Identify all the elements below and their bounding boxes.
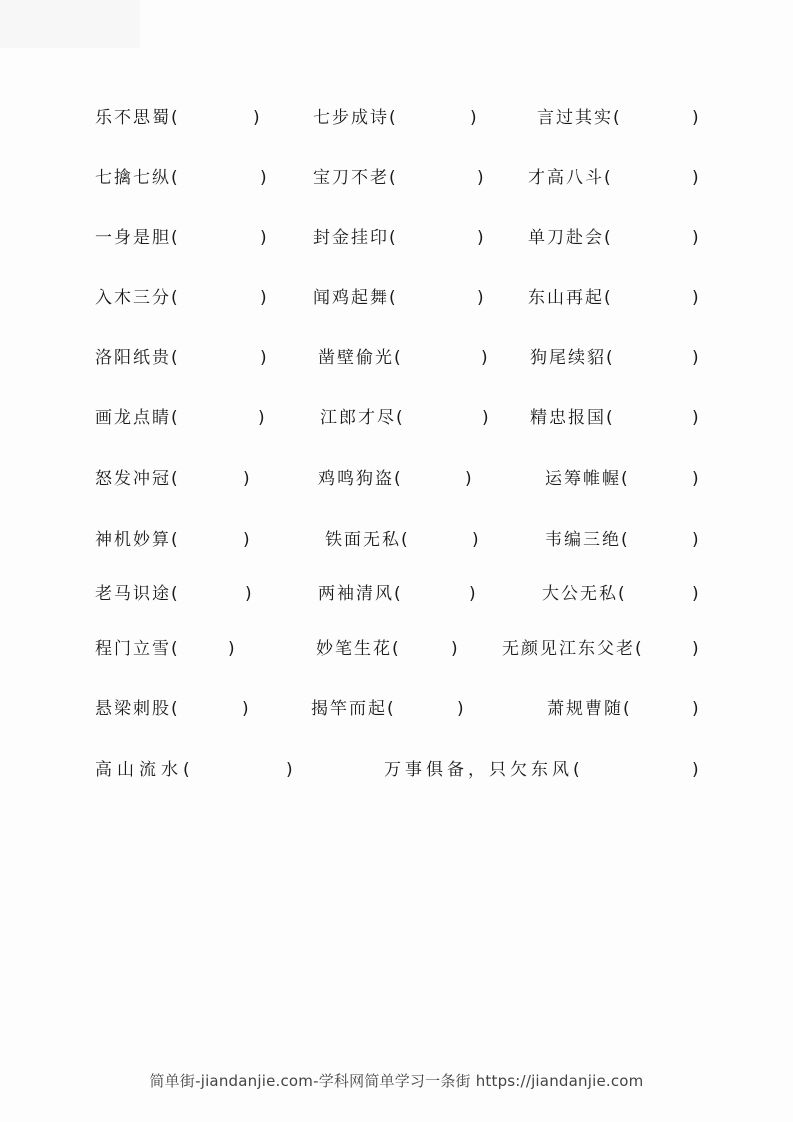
close-paren: ) — [243, 469, 252, 489]
idiom-item: 才高八斗( — [528, 168, 613, 188]
idiom-row — [0, 637, 793, 667]
close-paren: ) — [260, 168, 269, 188]
idiom-item: 洛阳纸贵( — [95, 348, 180, 368]
idiom-item: 东山再起( — [528, 288, 613, 308]
idiom-item: 揭竿而起( — [311, 699, 396, 719]
close-paren: ) — [457, 699, 466, 719]
close-paren: ) — [260, 348, 269, 368]
close-paren: ) — [692, 228, 701, 248]
close-paren: ) — [477, 228, 486, 248]
close-paren: ) — [451, 639, 460, 659]
close-paren: ) — [243, 530, 252, 550]
idiom-item: 无颜见江东父老( — [502, 639, 644, 659]
idiom-item: 铁面无私( — [325, 530, 410, 550]
close-paren: ) — [692, 168, 701, 188]
idiom-item: 鸡鸣狗盗( — [318, 469, 403, 489]
idiom-item: 江郎才尽( — [320, 408, 405, 428]
idiom-item: 单刀赴会( — [528, 228, 613, 248]
close-paren: ) — [260, 288, 269, 308]
idiom-row — [0, 106, 793, 136]
close-paren: ) — [228, 639, 237, 659]
idiom-item: 七步成诗( — [313, 108, 398, 128]
idiom-item: 高山流水( — [95, 760, 195, 780]
close-paren: ) — [260, 228, 269, 248]
idiom-item: 大公无私( — [542, 584, 627, 604]
idiom-item: 狗尾续貂( — [530, 348, 615, 368]
close-paren: ) — [469, 584, 478, 604]
idiom-item: 言过其实( — [537, 108, 622, 128]
close-paren: ) — [482, 408, 491, 428]
idiom-item: 七擒七纵( — [95, 168, 180, 188]
close-paren: ) — [692, 639, 701, 659]
close-paren: ) — [253, 108, 262, 128]
close-paren: ) — [692, 408, 701, 428]
close-paren: ) — [692, 288, 701, 308]
close-paren: ) — [692, 348, 701, 368]
idiom-item: 宝刀不老( — [313, 168, 398, 188]
idiom-item: 画龙点睛( — [95, 408, 180, 428]
close-paren: ) — [692, 584, 701, 604]
close-paren: ) — [472, 530, 481, 550]
idiom-row — [0, 346, 793, 376]
idiom-item: 萧规曹随( — [547, 699, 632, 719]
idiom-row — [0, 166, 793, 196]
close-paren: ) — [245, 584, 254, 604]
close-paren: ) — [470, 108, 479, 128]
idiom-item: 一身是胆( — [95, 228, 180, 248]
close-paren: ) — [692, 469, 701, 489]
idiom-row — [0, 467, 793, 497]
idiom-item: 封金挂印( — [313, 228, 398, 248]
idiom-item: 精忠报国( — [530, 408, 615, 428]
idiom-item: 悬梁刺股( — [95, 699, 180, 719]
close-paren: ) — [258, 408, 267, 428]
close-paren: ) — [692, 760, 701, 780]
close-paren: ) — [692, 530, 701, 550]
idiom-row — [0, 528, 793, 558]
idiom-item: 妙笔生花( — [316, 639, 401, 659]
idiom-item: 程门立雪( — [95, 639, 180, 659]
idiom-row — [0, 286, 793, 316]
idiom-item: 运筹帷幄( — [545, 469, 630, 489]
close-paren: ) — [286, 760, 295, 780]
idiom-row — [0, 226, 793, 256]
idiom-item: 怒发冲冠( — [95, 469, 180, 489]
idiom-row — [0, 758, 793, 788]
close-paren: ) — [481, 348, 490, 368]
close-paren: ) — [477, 168, 486, 188]
idiom-item: 两袖清风( — [318, 584, 403, 604]
close-paren: ) — [242, 699, 251, 719]
idiom-row — [0, 697, 793, 727]
idiom-item: 乐不思蜀( — [95, 108, 180, 128]
idiom-row — [0, 582, 793, 612]
close-paren: ) — [477, 288, 486, 308]
idiom-item: 老马识途( — [95, 584, 180, 604]
idiom-item: 万事俱备，只欠东风( — [384, 760, 584, 780]
idiom-item: 凿壁偷光( — [318, 348, 403, 368]
idiom-item: 神机妙算( — [95, 530, 180, 550]
idiom-item: 闻鸡起舞( — [313, 288, 398, 308]
idiom-row — [0, 406, 793, 436]
scan-artifact — [0, 0, 140, 48]
close-paren: ) — [692, 699, 701, 719]
close-paren: ) — [692, 108, 701, 128]
idiom-item: 入木三分( — [95, 288, 180, 308]
close-paren: ) — [465, 469, 474, 489]
idiom-item: 韦编三绝( — [545, 530, 630, 550]
footer-watermark-text: 简单街-jiandanjie.com-学科网简单学习一条街 https://jiandanjie.com — [149, 1072, 644, 1090]
